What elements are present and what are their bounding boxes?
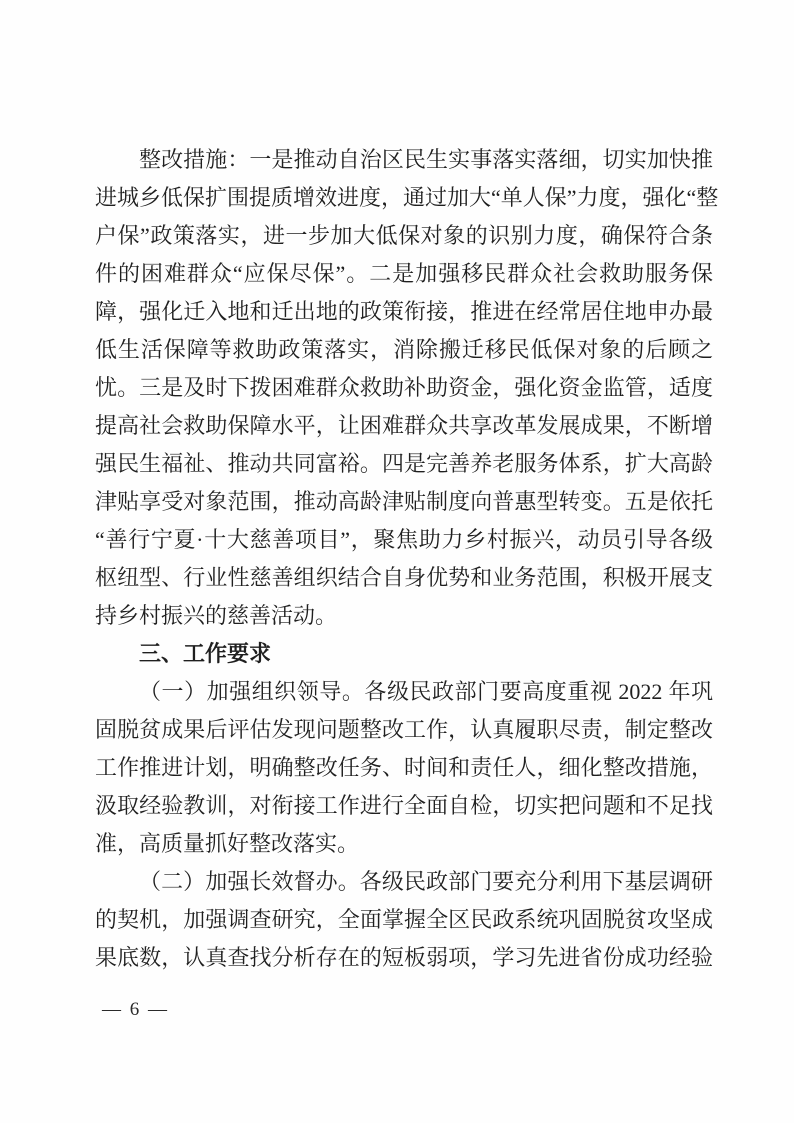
text-line: 果底数，认真查找分析存在的短板弱项，学习先进省份成功经验: [95, 945, 713, 970]
paragraph-strengthen-organizational-leadership: [95, 673, 713, 863]
text-line: 户保”政策落实，进一步加大低保对象的识别力度，确保符合条: [95, 223, 713, 248]
text-line: 工作推进计划，明确整改任务、时间和责任人，细化整改措施，: [95, 755, 713, 780]
text-line: （二）加强长效督办。各级民政部门要充分利用下基层调研: [139, 869, 713, 894]
section-heading-work-requirements: 三、工作要求: [139, 641, 272, 666]
text-line: 准，高质量抓好整改落实。: [95, 831, 360, 856]
text-line: （一）加强组织领导。各级民政部门要高度重视 2022 年巩: [139, 679, 713, 704]
text-line: 进城乡低保扩围提质增效进度，通过加大“单人保”力度，强化“整: [95, 185, 719, 210]
text-line: 低生活保障等救助政策落实，消除搬迁移民低保对象的后顾之: [95, 337, 713, 362]
text-line: 忧。三是及时下拨困难群众救助补助资金，强化资金监管，适度: [95, 375, 713, 400]
text-line: 津贴享受对象范围，推动高龄津贴制度向普惠型转变。五是依托: [95, 489, 713, 514]
text-line: 强民生福祉、推动共同富裕。四是完善养老服务体系，扩大高龄: [95, 451, 713, 476]
text-line: 固脱贫成果后评估发现问题整改工作，认真履职尽责，制定整改: [95, 717, 713, 742]
text-line: 件的困难群众“应保尽保”。二是加强移民群众社会救助服务保: [95, 261, 713, 286]
text-line: 持乡村振兴的慈善活动。: [95, 603, 338, 628]
paragraph-strengthen-long-term-supervision: [95, 863, 713, 977]
text-line: 的契机，加强调查研究，全面掌握全区民政系统巩固脱贫攻坚成: [95, 907, 713, 932]
document-body: [95, 141, 719, 977]
text-line: 提高社会救助保障水平，让困难群众共享改革发展成果，不断增: [95, 413, 713, 438]
text-line: 障，强化迁入地和迁出地的政策衔接，推进在经常居住地申办最: [95, 299, 713, 324]
text-line: 整改措施：一是推动自治区民生实事落实落细，切实加快推: [139, 147, 713, 172]
text-line: 汲取经验教训，对衔接工作进行全面自检，切实把问题和不足找: [95, 793, 713, 818]
page-number: — 6 —: [102, 999, 169, 1020]
text-line: “善行宁夏·十大慈善项目”，聚焦助力乡村振兴，动员引导各级: [95, 527, 713, 552]
paragraph-remediation-measures: [95, 141, 719, 635]
text-line: 枢纽型、行业性慈善组织结合自身优势和业务范围，积极开展支: [95, 565, 713, 590]
